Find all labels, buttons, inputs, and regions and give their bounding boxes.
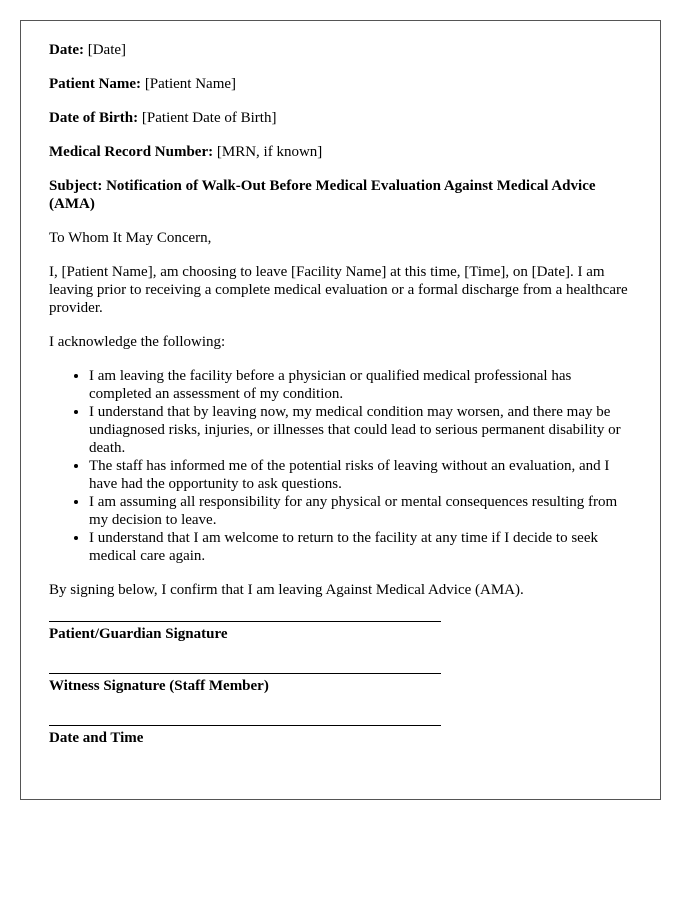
acknowledgement-list: [49, 367, 632, 565]
date-time-label: Date and Time: [49, 730, 144, 746]
subject-line: Subject: Notification of Walk-Out Before Medical Evaluation Against Medical Advice (AMA): [49, 178, 596, 212]
patient-name-value: [Patient Name]: [144, 76, 237, 92]
patient-signature-line[interactable]: [49, 621, 441, 622]
date-time-line[interactable]: [49, 725, 441, 726]
date-value: [Date]: [87, 42, 127, 58]
acknowledge-heading: I acknowledge the following:: [49, 334, 226, 350]
salutation: To Whom It May Concern,: [49, 230, 212, 246]
patient-signature-label: Patient/Guardian Signature: [49, 626, 228, 642]
date-line: Date: [Date]: [49, 42, 127, 58]
dob-value: [Patient Date of Birth]: [141, 110, 277, 126]
signature-section: [49, 621, 632, 747]
list-item: • I am leaving the facility before a physician or qualified medical professional has completed an assessment of my condition.: [89, 367, 632, 403]
dob-line: Date of Birth: [Patient Date of Birth]: [49, 110, 277, 126]
list-item: • I understand that by leaving now, my medical condition may worsen, and there may be undiagnosed risks, injuries, or illnesses that could lead to serious permanent disability or death.: [89, 403, 632, 457]
list-item: • I am assuming all responsibility for any physical or mental consequences resulting from my decision to leave.: [89, 493, 632, 529]
list-item: • I understand that I am welcome to return to the facility at any time if I decide to seek medical care again.: [89, 529, 632, 565]
intro-paragraph: I, [Patient Name], am choosing to leave [Facility Name] at this time, [Time], on [Date]. I am leaving prior to receiving a complete medical evaluation or a formal discharge from a healthcare provider.: [49, 264, 628, 316]
confirm-paragraph: By signing below, I confirm that I am leaving Against Medical Advice (AMA).: [49, 582, 524, 598]
mrn-value: [MRN, if known]: [216, 144, 323, 160]
mrn-line: Medical Record Number: [MRN, if known]: [49, 144, 323, 160]
witness-signature-line[interactable]: [49, 673, 441, 674]
witness-signature-label: Witness Signature (Staff Member): [49, 678, 269, 694]
ama-letter: [20, 20, 661, 800]
list-item: • The staff has informed me of the potential risks of leaving without an evaluation, and I have had the opportunity to ask questions.: [89, 457, 632, 493]
patient-name-line: Patient Name: [Patient Name]: [49, 76, 237, 92]
